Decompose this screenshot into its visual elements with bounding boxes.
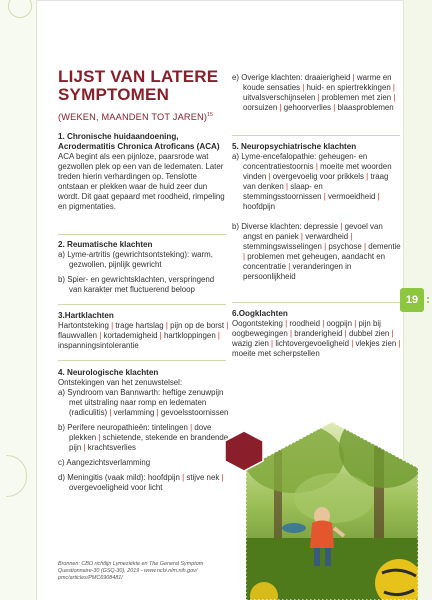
source-note: Bronnen: CBO richtlijn Lymeziekte en The General Symptom Questionnaire-30 (GSQ-30), 2019 - www.ncbi.nlm.nih.gov/ pmc/articles/PMC6908481/ (58, 561, 204, 581)
symptom: oogpijn (326, 319, 352, 328)
section-6-list: Oogontsteking | roodheid | oogpijn | pijn bij oogbewegingen | branderigheid | dubbel zien | wazig zien | lichtovergevoeligheid | vlekjes zien | moeite met scherpstellen (232, 319, 401, 358)
symptom: veranderingen in persoonlijkheid (243, 262, 352, 281)
section-1-title: 1. Chronische huidaandoening, Acrodermatitis Chronica Atroficans (ACA) (58, 132, 220, 151)
symptom: lichtovergevoeligheid (275, 339, 350, 348)
section-3 (58, 311, 230, 351)
section-6 (232, 309, 402, 359)
symptom: Oogontsteking (232, 319, 283, 328)
section-4-item-e: e) Overige klachten: draaierigheid | warme en koude sensaties | huid- en spiertrekkingen | uitvalsverschijnselen | problemen met zien | oorsuizen | gehoorverlies | blaasproblemen (232, 73, 396, 112)
symptom: moeite met woorden vinden (243, 162, 392, 181)
divider (58, 360, 226, 361)
symptom: kortademigheid (103, 331, 158, 340)
section-6-title: 6.Oogklachten (232, 309, 288, 318)
symptom: moeite met scherpstellen (232, 349, 320, 358)
section-1 (58, 132, 228, 212)
symptom: vermoeidheid (327, 192, 376, 201)
symptom: flauwvallen (58, 331, 98, 340)
symptom: b) Perifere neuropathieën: tintelingen (58, 423, 188, 432)
symptom: Hartontsteking (58, 321, 109, 330)
section-4-item-a: a) Syndroom van Bannwarth: heftige zenuwpijn met uitstraling naar romp en ledematen (radiculitis) | verlamming | gevoelsstoornissen (58, 388, 229, 417)
symptom: gevoelsstoornissen (160, 408, 229, 417)
subtitle-reference: 15 (207, 112, 214, 118)
symptom: stemmingswisselingen (243, 242, 322, 251)
symptom: pijn bij oogbewegingen (232, 319, 381, 338)
symptom: inspanningsintolerantie (58, 341, 139, 350)
symptom: roodheid (289, 319, 321, 328)
symptom: gevoel van angst en paniek (243, 222, 383, 241)
symptom: oorsuizen (243, 103, 278, 112)
page-number-badge: 19 (400, 288, 424, 312)
divider (58, 304, 226, 305)
symptom: psychose (328, 242, 362, 251)
symptom: d) Meningitis (vaak mild): hoofdpijn (58, 473, 180, 482)
symptom: problemen met zien (321, 93, 392, 102)
section-4-item-d: d) Meningitis (vaak mild): hoofdpijn | stijve nek | overgevoeligheid voor licht (58, 473, 224, 492)
symptom: verwardheid (305, 232, 349, 241)
section-4-intro: Ontstekingen van het zenuwstelsel: (58, 378, 183, 387)
divider (232, 135, 400, 136)
section-2-title: 2. Reumatische klachten (58, 240, 153, 249)
symptom: vlekjes zien (355, 339, 397, 348)
symptom: gehoorverlies (283, 103, 332, 112)
section-4e (232, 73, 402, 113)
divider (58, 234, 226, 235)
symptom: pijn op de borst (170, 321, 225, 330)
symptom: trage hartslag (115, 321, 164, 330)
section-4 (58, 368, 230, 493)
symptom: stijve nek (186, 473, 220, 482)
symptom: blaasproblemen (337, 103, 394, 112)
section-5 (232, 142, 402, 282)
left-margin-decoration (0, 0, 37, 600)
section-2-item-a: a) Lyme-artritis (gewrichtsontsteking): warm, gezwollen, pijnlijk gewricht (58, 250, 213, 269)
symptom: problemen met geheugen, aandacht en concentratie (243, 252, 386, 271)
divider (232, 302, 400, 303)
symptom: dementie (368, 242, 401, 251)
section-2 (58, 240, 228, 295)
section-2-item-b: b) Spier- en gewrichtsklachten, verspringend van karakter met fluctuerend beloop (58, 275, 215, 294)
section-3-list: Hartontsteking | trage hartslag | pijn op de borst | flauwvallen | kortademigheid | hartkloppingen | inspanningsintolerantie (58, 321, 229, 350)
subtitle-text: (WEKEN, MAANDEN TOT JAREN) (58, 112, 208, 123)
section-5-item-b: b) Diverse klachten: depressie | gevoel van angst en paniek | verwardheid | stemmingswisselingen | psychose | dementie | problemen met geheugen, aandacht en concentratie | veranderingen in persoonlijkheid (232, 222, 401, 281)
symptom: a) Lyme-encefalopathie: geheugen- en concentratiestoornis (232, 152, 368, 171)
page-title: LIJST VAN LATERE SYMPTOMEN (58, 67, 219, 104)
symptom: b) Diverse klachten: depressie (232, 222, 339, 231)
section-3-title: 3.Hartklachten (58, 311, 114, 320)
symptom: krachtsverlies (87, 443, 136, 452)
symptom: branderigheid (294, 329, 343, 338)
section-4-item-b: b) Perifere neuropathieën: tintelingen | dove plekken | schietende, stekende en brandende pijn | krachtsverlies (58, 423, 229, 452)
symptom: wazig zien (232, 339, 269, 348)
symptom: warme en koude sensaties (243, 73, 392, 92)
symptom: e) Overige klachten: draaierigheid (232, 73, 351, 82)
symptom: slaap- en stemmingsstoornissen (243, 182, 323, 201)
section-5-item-a: a) Lyme-encefalopathie: geheugen- en concentratiestoornis | moeite met woorden vinden | overgevoelig voor prikkels | traag van denken | slaap- en stemmingsstoornissen | vermoeidheid | hoofdpijn (232, 152, 392, 211)
section-4-title: 4. Neurologische klachten (58, 368, 159, 377)
page-subtitle (58, 112, 233, 122)
symptom: traag van denken (243, 172, 389, 191)
symptom: huid- en spiertrekkingen (306, 83, 391, 92)
hexagon-accent (224, 430, 264, 472)
section-4-item-c: c) Aangezichtsverlamming (58, 458, 151, 467)
symptom: dubbel zien (348, 329, 390, 338)
section-1-body: ACA begint als een pijnloze, paarsrode wat gezwollen plek op een van de ledematen. Later treden hierin verhardingen op. Tenslotte ontstaan er plekken waar de huid zeer dun wordt. Dit gaat gepaard met roodheid, rimpeling en pigmentaties. (58, 152, 225, 211)
top-rule (36, 0, 404, 1)
symptom: a) Syndroom van Bannwarth: heftige zenuwpijn met uitstraling naar romp en ledematen (radiculitis) (58, 388, 224, 417)
symptom: schietende, stekende en brandende pijn (69, 433, 229, 452)
symptom: overgevoeligheid voor licht (69, 483, 163, 492)
symptom: verlamming (113, 408, 155, 417)
page-tab-dots (426, 296, 430, 304)
symptom: uitvalsverschijnselen (243, 93, 316, 102)
symptom: hoofdpijn (243, 202, 276, 211)
symptom: overgevoelig voor prikkels (272, 172, 364, 181)
section-5-title: 5. Neuropsychiatrische klachten (232, 142, 357, 151)
symptom: hartkloppingen (163, 331, 216, 340)
symptom: dove plekken (69, 423, 212, 442)
